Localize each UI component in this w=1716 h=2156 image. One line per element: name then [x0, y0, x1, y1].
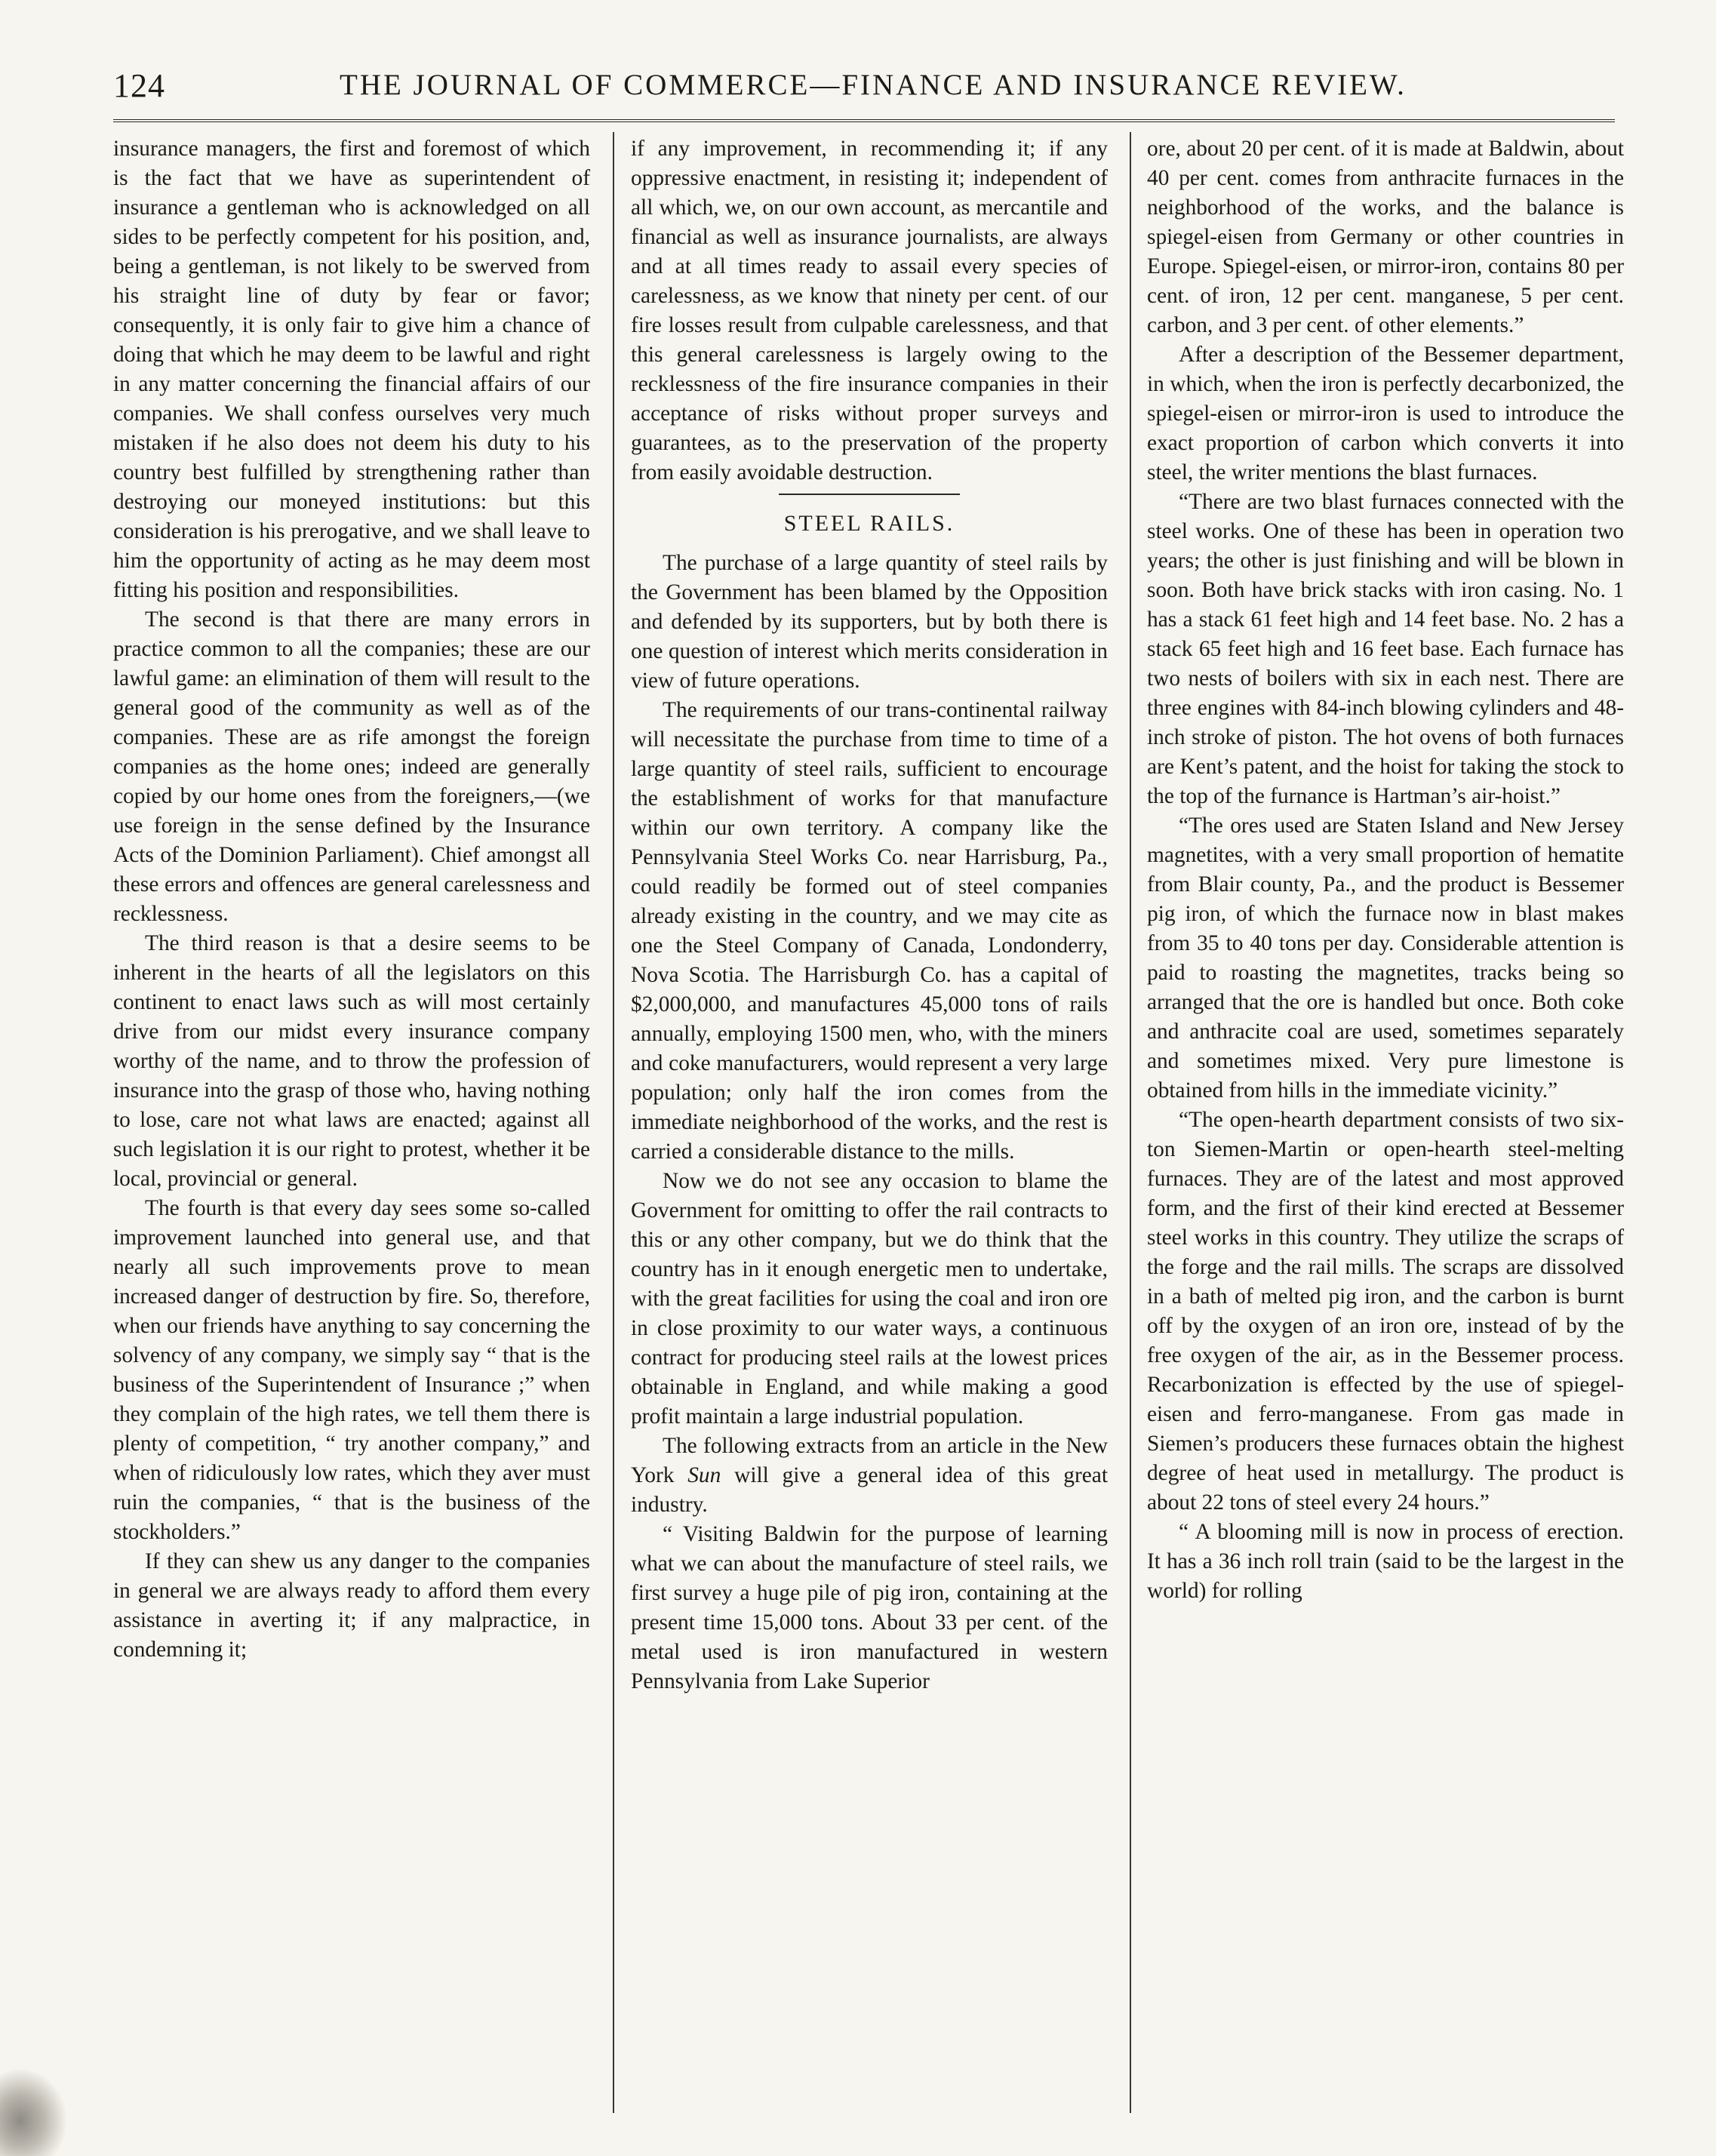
- column-middle: [631, 134, 1108, 2111]
- paragraph: The purchase of a large quantity of steel rails by the Government has been blamed by the Opposition and defended by its supporters, but by both there is one question of interest which merits consideration in view of future operations.: [631, 551, 1108, 693]
- paragraph: The second is that there are many errors in practice common to all the companies; these are our lawful game: an elimination of them will result to the general good of the community as well as of the companies. These are as rife amongst the foreign companies as the home ones; indeed are generally copied by our home ones from the foreigners,—(we use foreign in the sense defined by the Insurance Acts of the Dominion Parliament). Chief amongst all these errors and offences are general carelessness and recklessness.: [113, 607, 590, 926]
- header-rule: [113, 119, 1615, 122]
- paragraph: if any improvement, in recommending it; if any oppressive enactment, in resisting it; independent of all which, we, on our own account, as mercantile and financial as well as insurance journalists, are always and at all times ready to assail every species of carelessness, as we know that ninety per cent. of our fire losses result from culpable carelessness, and that this general carelessness is largely owing to the recklessness of the fire insurance companies in their acceptance of risks without proper surveys and guarantees, as to the preservation of the property from easily avoidable destruction.: [631, 137, 1108, 484]
- paragraph: insurance managers, the first and foremost of which is the fact that we have as superintendent of insurance a gentleman who is acknowledged on all sides to be perfectly competent for his position, and, being a gentleman, is not likely to be swerved from his straight line of duty by fear or favor; consequently, it is only fair to give him a chance of doing that which he may deem to be lawful and right in any matter concerning the financial affairs of our companies. We shall confess ourselves very much mistaken if he also does not deem his duty to his country best fulfilled by strengthening rather than destroying our moneyed institutions: but this consideration is his prerogative, and we shall leave to him the opportunity of acting as he may deem most fitting his position and responsibilities.: [113, 137, 590, 602]
- paragraph: The third reason is that a desire seems to be inherent in the hearts of all the legislators on this continent to enact laws such as will most certainly drive from our midst every insurance company worthy of the name, and to throw the profession of insurance into the grasp of those who, having nothing to lose, care not what laws are enacted; against all such legislation it is our right to protest, whether it be local, provincial or general.: [113, 931, 590, 1191]
- page-header: [113, 66, 1615, 119]
- column-left: [113, 134, 590, 2111]
- paragraph: “There are two blast furnaces connected with the steel works. One of these has been in operation two years; the other is just finishing and will be blown in soon. Both have brick stacks with iron casing. No. 1 has a stack 61 feet high and 14 feet base. No. 2 has a stack 65 feet high and 16 feet base. Each furnace has two nests of boilers with six in each nest. There are three engines with 84-inch blowing cylinders and 48-inch stroke of piston. The hot ovens of both furnaces are Kent’s patent, and the hoist for taking the stock to the top of the furnance is Hartman’s air-hoist.”: [1147, 490, 1624, 808]
- text-run: The following extracts from an article in the New York: [631, 1434, 1108, 1487]
- column-divider: [613, 132, 614, 2113]
- running-title: THE JOURNAL OF COMMERCE—FINANCE AND INSURANCE REVIEW.: [340, 69, 1407, 101]
- text-run: will give a general idea of this great industry.: [631, 1463, 1108, 1517]
- scan-smudge: [0, 2068, 68, 2156]
- paragraph: “The open-hearth department consists of two six-ton Siemen-Martin or open-hearth steel-melting furnaces. They are of the latest and most approved form, and the first of their kind erected at Bessemer steel works in this country. They utilize the scraps of the forge and the rail mills. The scraps are dissolved in a bath of melted pig iron, and the carbon is burnt off by the oxygen of an iron ore, instead of by the free oxygen of the air, as in the Bessemer process. Recarbonization is effected by the use of spiegel-eisen and ferro-manganese. From gas made in Siemen’s producers these furnaces obtain the highest degree of heat used in metallurgy. The product is about 22 tons of steel every 24 hours.”: [1147, 1108, 1624, 1515]
- paragraph: The fourth is that every day sees some so-called improvement launched into general use, and that nearly all such improvements prove to mean increased danger of destruction by fire. So, therefore, when our friends have anything to say concerning the solvency of any company, we simply say “ that is the business of the Superintendent of Insurance ;” when they complain of the high rates, we tell them there is plenty of competition, “ try another company,” and when of ridiculously low rates, which they aver must ruin the companies, “ that is the business of the stockholders.”: [113, 1196, 590, 1544]
- paragraph: “ A blooming mill is now in process of erection. It has a 36 inch roll train (said to be the largest in the world) for rolling: [1147, 1520, 1624, 1603]
- newspaper-title: Sun: [687, 1463, 721, 1487]
- paragraph: Now we do not see any occasion to blame the Government for omitting to offer the rail contracts to this or any other company, but we do think that the country has in it enough energetic men to undertake, with the great facilities for using the coal and iron ore in close proximity to our water ways, a continuous contract for producing steel rails at the lowest prices obtainable in England, and while making a good profit maintain a large industrial population.: [631, 1169, 1108, 1429]
- paragraph: “ Visiting Baldwin for the purpose of learning what we can about the manufacture of steel rails, we first survey a huge pile of pig iron, containing at the present time 15,000 tons. About 33 per cent. of the metal used is iron manufactured in western Pennsylvania from Lake Superior: [631, 1522, 1108, 1693]
- paragraph: If they can shew us any danger to the companies in general we are always ready to afford them every assistance in averting it; if any malpractice, in condemning it;: [113, 1549, 590, 1662]
- page-number: 124: [113, 67, 165, 104]
- column-right: [1147, 134, 1624, 2111]
- column-divider: [1130, 132, 1131, 2113]
- paragraph: “The ores used are Staten Island and New Jersey magnetites, with a very small proportion of hematite from Blair county, Pa., and the product is Bessemer pig iron, of which the furnace now in blast makes from 35 to 40 tons per day. Considerable attention is paid to roasting the magnetites, tracks being so arranged that the ore is handled but once. Both coke and anthracite coal are used, sometimes separately and sometimes mixed. Very pure limestone is obtained from hills in the immediate vicinity.”: [1147, 813, 1624, 1103]
- paragraph: [631, 1432, 1108, 1520]
- paragraph: After a description of the Bessemer department, in which, when the iron is perfectly decarbonized, the spiegel-eisen or mirror-iron is used to introduce the exact proportion of carbon which converts it into steel, the writer mentions the blast furnaces.: [1147, 343, 1624, 484]
- paragraph: ore, about 20 per cent. of it is made at Baldwin, about 40 per cent. comes from anthracite furnaces in the neighborhood of the works, and the balance is spiegel-eisen from Germany or other countries in Europe. Spiegel-eisen, or mirror-iron, contains 80 per cent. of iron, 12 per cent. manganese, 5 per cent. carbon, and 3 per cent. of other elements.”: [1147, 137, 1624, 337]
- section-divider: [779, 494, 960, 495]
- paragraph: The requirements of our trans-continental railway will necessitate the purchase from time to time of a large quantity of steel rails, sufficient to encourage the establishment of works for that manufacture within our own territory. A company like the Pennsylvania Steel Works Co. near Harrisburg, Pa., could readily be formed out of steel companies already existing in the country, and we may cite as one the Steel Company of Canada, Londonderry, Nova Scotia. The Harrisburgh Co. has a capital of $2,000,000, and manufactures 45,000 tons of rails annually, employing 1500 men, who, with the miners and coke manufacturers, would represent a very large population; only half the iron comes from the immediate neighborhood of the works, and the rest is carried a considerable distance to the mills.: [631, 698, 1108, 1164]
- section-heading: STEEL RAILS.: [783, 511, 955, 536]
